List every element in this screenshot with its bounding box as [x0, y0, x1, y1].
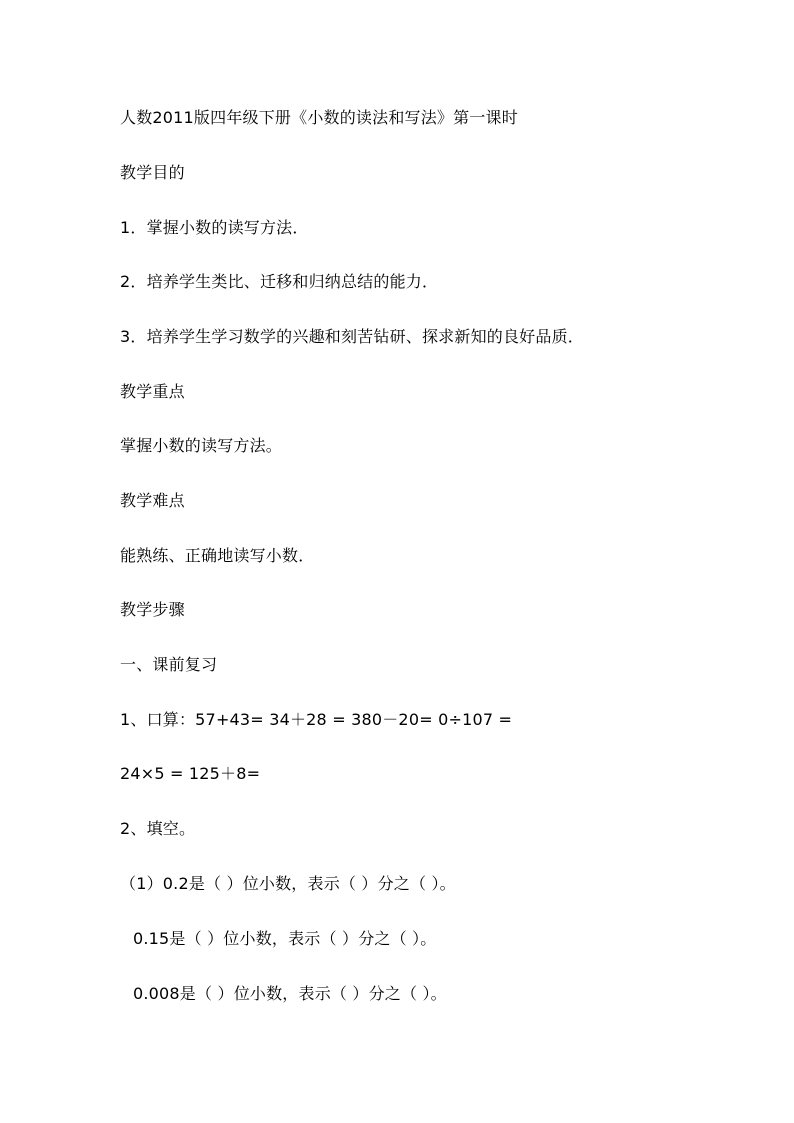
- oral-calc-line-2: 24×5 = 125＋8=: [120, 764, 261, 783]
- fill-blank-item-2: 0.15是（ ）位小数，表示（ ）分之（ ）。: [133, 929, 437, 948]
- key-points-text: 掌握小数的读写方法。: [120, 436, 283, 455]
- difficulties-heading: 教学难点: [120, 491, 185, 510]
- objectives-heading: 教学目的: [120, 163, 185, 182]
- fill-blank-item-1: （1）0.2是（ ）位小数，表示（ ）分之（ ）。: [120, 874, 456, 893]
- fill-blank-heading: 2、填空。: [120, 819, 196, 838]
- objective-item-1: 1．掌握小数的读写方法．: [120, 218, 309, 237]
- document-title: 人数2011版四年级下册《小数的读法和写法》第一课时: [120, 108, 518, 127]
- section-1-heading: 一、课前复习: [120, 655, 218, 674]
- objective-item-2: 2．培养学生类比、迁移和归纳总结的能力．: [120, 272, 439, 291]
- objective-item-3: 3．培养学生学习数学的兴趣和刻苦钻研、探求新知的良好品质．: [120, 327, 584, 346]
- difficulties-text: 能熟练、正确地读写小数．: [120, 546, 315, 565]
- key-points-heading: 教学重点: [120, 382, 185, 401]
- fill-blank-item-3: 0.008是（ ）位小数，表示（ ）分之（ ）。: [133, 984, 447, 1003]
- oral-calc-line-1: 1、口算：57+43= 34＋28 = 380－20= 0÷107 =: [120, 710, 513, 729]
- steps-heading: 教学步骤: [120, 600, 185, 619]
